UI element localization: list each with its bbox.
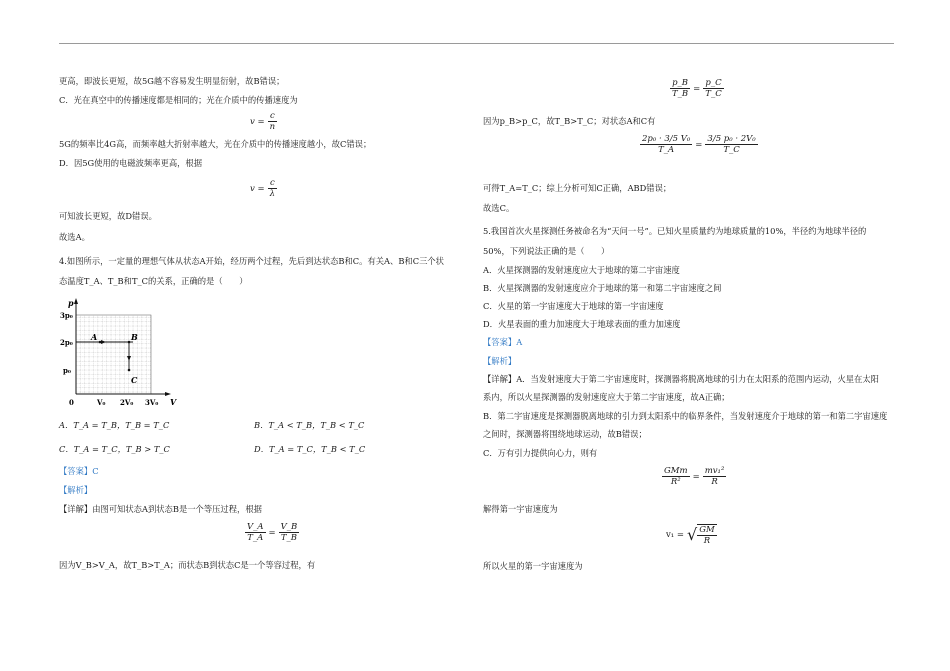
text-line: 可得T_A=T_C；综上分析可知C正确，ABD错误； xyxy=(483,183,672,193)
text-line: 所以火星的第一宇宙速度为 xyxy=(483,561,583,571)
equation-state-a-c: $\frac{\text{2p₀ · 3/5 V₀}}{T\_A}$ = $\frac{\text{3/5 p₀ · 2V₀}}{T\_C}$ xyxy=(642,134,756,155)
option-d[interactable]: D．火星表面的重力加速度大于地球表面的重力加速度 xyxy=(483,319,681,329)
option-c[interactable]: C．火星的第一宇宙速度大于地球的第一宇宙速度 xyxy=(483,301,664,311)
option-b[interactable]: B．火星探测器的发射速度应介于地球的第一和第二宇宙速度之间 xyxy=(483,283,722,293)
text-line: 【详解】由图可知状态A到状态B是一个等压过程，根据 xyxy=(59,504,262,514)
header-rule xyxy=(59,43,894,44)
tick-2p0: 2p₀ xyxy=(60,338,73,347)
sqrt-icon: √ xyxy=(687,525,698,544)
point-a-label: A xyxy=(91,332,98,342)
analysis-tag: 【解析】 xyxy=(483,356,517,366)
text-line: 可知波长更短，故D错误。 xyxy=(59,211,157,221)
axis-label-v: V xyxy=(170,397,177,407)
equation-v1: v₁ = √ $\frac{GM}{R}$ xyxy=(666,525,715,546)
text-line: 因为p_B>p_C，故T_B>T_C；对状态A和C有 xyxy=(483,116,656,126)
text-line: 5G的频率比4G高，而频率越大折射率越大，光在介质中的传播速度越小，故C错误； xyxy=(59,139,372,149)
point-b-label: B xyxy=(131,332,138,342)
text-line: 故选C。 xyxy=(483,203,515,213)
equation-v-c-n: v = $\frac{c}{n}$ xyxy=(250,111,276,132)
equation-pb-tb: $\frac{p\_B}{T\_B}$ = $\frac{p\_C}{T\_C}$ xyxy=(672,78,722,99)
question-5-stem: 50%，下列说法正确的是（ ） xyxy=(483,246,610,256)
question-4-stem: 态温度T_A、T_B和T_C的关系，正确的是（ ） xyxy=(59,276,248,286)
text-line: 更高，即波长更短，故5G越不容易发生明显衍射，故B错误； xyxy=(59,76,285,86)
text-line: B．第二宇宙速度是探测器脱离地球的引力到太阳系中的临界条件，当发射速度介于地球的第一和第二宇宙速度 xyxy=(483,411,888,421)
text-line: C．万有引力提供向心力，则有 xyxy=(483,448,598,458)
axis-label-p: p xyxy=(68,298,74,308)
option-a[interactable]: A．火星探测器的发射速度应大于地球的第二宇宙速度 xyxy=(483,265,680,275)
question-5-stem: 5.我国首次火星探测任务被命名为“天问一号”。已知火星质量约为地球质量的10%，半径约为地球半径的 xyxy=(483,226,867,236)
option-d[interactable]: D．T_A = T_C，T_B < T_C xyxy=(254,444,366,454)
equation-gravitation: $\frac{\text{GMm}}{\text{R²}}$ = $\frac{\text{mv₁²}}{R}$ xyxy=(664,466,725,487)
pv-graph xyxy=(58,295,178,413)
text-line: C．光在真空中的传播速度都是相同的；光在介质中的传播速度为 xyxy=(59,95,298,105)
text-line: D．因5G使用的电磁波频率更高，根据 xyxy=(59,158,203,168)
text-line: 因为V_B>V_A，故T_B>T_A；而状态B到状态C是一个等容过程，有 xyxy=(59,560,316,570)
answer-tag: 【答案】A xyxy=(483,337,523,347)
question-4-stem: 4.如图所示，一定量的理想气体从状态A开始，经历两个过程，先后到达状态B和C。有关A、B和C三个状 xyxy=(59,256,444,266)
tick-v0: V₀ xyxy=(97,398,106,407)
option-a[interactable]: A．T_A = T_B，T_B = T_C xyxy=(59,420,170,430)
text-line: 故选A。 xyxy=(59,232,90,242)
tick-2v0: 2V₀ xyxy=(120,398,134,407)
text-line: 解得第一宇宙速度为 xyxy=(483,504,558,514)
text-line: 【详解】A．当发射速度大于第二宇宙速度时，探测器将脱离地球的引力在太阳系的范围内运动，火星在太阳 xyxy=(483,374,879,384)
answer-tag: 【答案】C xyxy=(59,466,99,476)
option-c[interactable]: C．T_A = T_C，T_B > T_C xyxy=(59,444,170,454)
tick-p0: p₀ xyxy=(63,366,71,375)
text-line: 之间时，探测器将围绕地球运动，故B错误； xyxy=(483,429,647,439)
option-b[interactable]: B．T_A < T_B，T_B < T_C xyxy=(254,420,365,430)
point-c-label: C xyxy=(131,375,138,385)
tick-origin: 0 xyxy=(69,398,74,407)
text-line: 系内，所以火星探测器的发射速度应大于第二宇宙速度，故A正确； xyxy=(483,392,730,402)
equation-v-c-lambda: v = $\frac{c}{\lambda}$ xyxy=(250,178,276,199)
tick-3v0: 3V₀ xyxy=(145,398,159,407)
analysis-tag: 【解析】 xyxy=(59,485,93,495)
tick-3p0: 3p₀ xyxy=(60,311,73,320)
equation-va-ta: $\frac{V\_A}{T\_A}$ = $\frac{V\_B}{T\_B}$ xyxy=(247,522,298,543)
